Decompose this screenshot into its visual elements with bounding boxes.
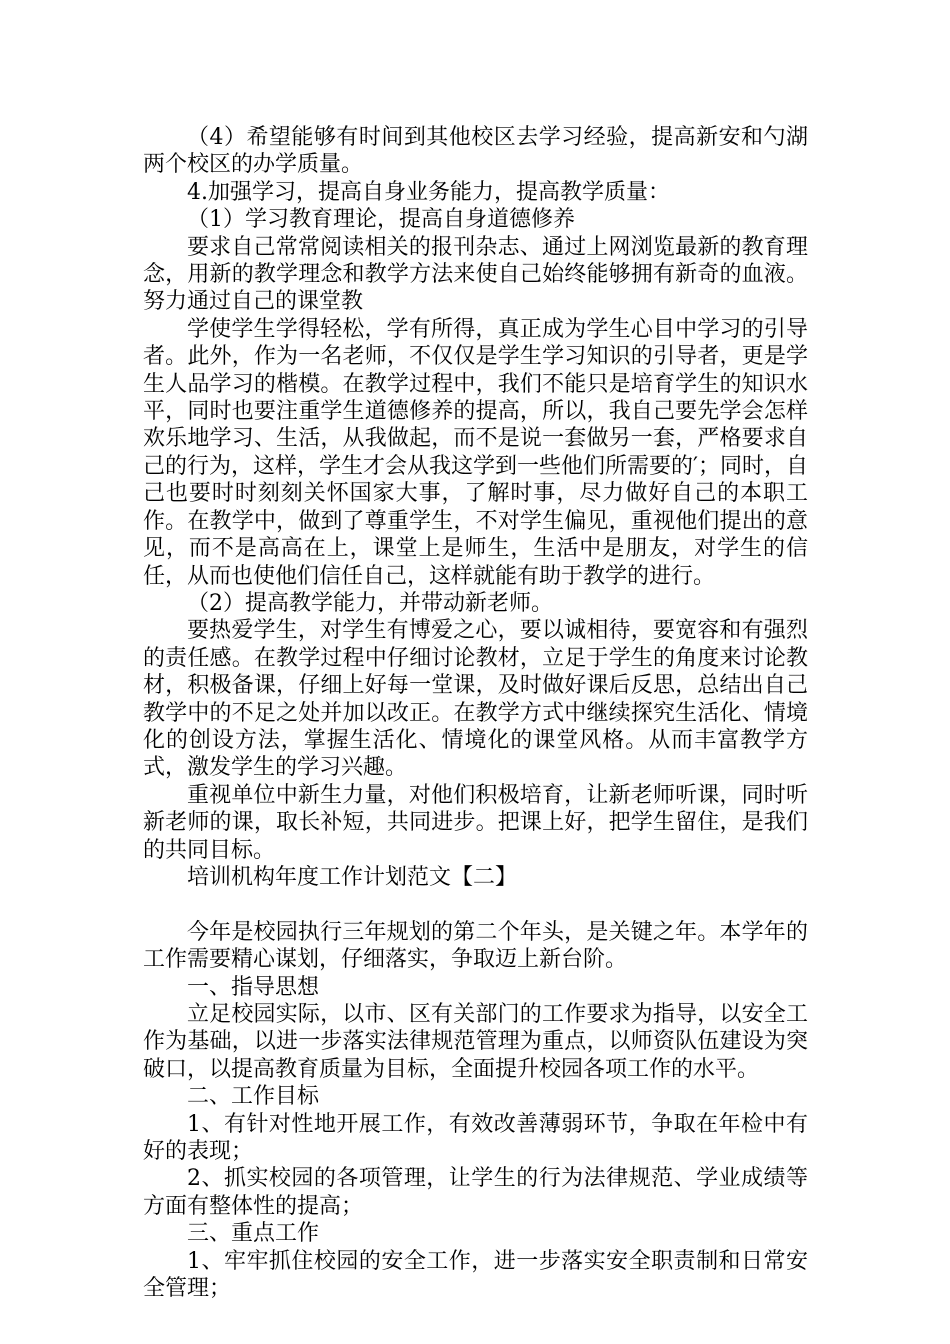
paragraph-teaching-ability-heading: （2）提高教学能力，并带动新老师。	[187, 590, 553, 616]
heading-key-work: 三、重点工作	[187, 1221, 320, 1247]
paragraph-love-students: 要热爱学生，对学生有博爱之心，要以诚相待，要宽容和有强烈的责任感。在教学过程中仔细讨论教材，立足于学生的角度来讨论教材，积极备课，仔细上好每一堂课，及时做好课后反思，总结出自己教学中的不足之处并加以改正。在教学方式中继续探究生活化、情境化的创设方法，掌握生活化、情境化的课堂风格。从而丰富教学方式，激发学生的学习兴趣。	[143, 618, 808, 781]
paragraph-goal-2: 2、抓实校园的各项管理，让学生的行为法律规范、学业成绩等方面有整体性的提高；	[143, 1166, 808, 1219]
paragraph-guide-students: 学使学生学得轻松，学有所得，真正成为学生心目中学习的引导者。此外，作为一名老师，不仅仅是学生学习知识的引导者，更是学生人品学习的楷模。在教学过程中，我们不能只是培育学生的知识水平，同时也要注重学生道德修养的提高，所以，我自己要先学会怎样欢乐地学习、生活，从我做起，而不是说一套做另一套，严格要求自己的行为，这样，学生才会从我这学到一些他们所需要的′；同时，自己也要时时刻刻关怀国家大事，了解时事，尽力做好自己的本职工作。在教学中，做到了尊重学生，不对学生偏见，重视他们提出的意见，而不是高高在上，课堂上是师生，生活中是朋友，对学生的信任，从而也使他们信任自己，这样就能有助于教学的进行。	[143, 316, 808, 589]
paragraph-key-work-1: 1、牢牢抓住校园的安全工作，进一步落实安全职责制和日常安全管理；	[143, 1248, 808, 1302]
heading-work-goals: 二、工作目标	[187, 1084, 320, 1110]
heading-guiding-ideology: 一、指导思想	[187, 974, 320, 1000]
paragraph-strengthen-learning: 4.加强学习，提高自身业务能力，提高教学质量：	[187, 179, 670, 205]
paragraph-goal-1: 1、有针对性地开展工作，有效改善薄弱环节，争取在年检中有好的表现；	[143, 1111, 808, 1165]
paragraph-hope-visit-other-campus: （4）希望能够有时间到其他校区去学习经验，提高新安和勺湖两个校区的办学质量。	[143, 125, 808, 178]
paragraph-read-journals: 要求自己常常阅读相关的报刊杂志、通过上网浏览最新的教育理念，用新的教学理念和教学方法来使自己始终能够拥有新奇的血液。努力通过自己的课堂教	[143, 234, 808, 315]
document-body	[143, 124, 808, 1302]
blank-line	[143, 891, 808, 918]
paragraph-guiding-ideology: 立足校园实际，以市、区有关部门的工作要求为指导，以安全工作为基础，以进一步落实法律规范管理为重点，以师资队伍建设为突破口，以提高教育质量为目标，全面提升校园各项工作的水平。	[143, 1001, 808, 1082]
paragraph-new-teachers: 重视单位中新生力量，对他们积极培育，让新老师听课，同时听新老师的课，取长补短，共同进步。把课上好，把学生留住，是我们的共同目标。	[143, 782, 808, 863]
paragraph-study-theory-heading: （1）学习教育理论，提高自身道德修养	[187, 207, 575, 233]
section-title-plan-two: 培训机构年度工作计划范文【二】	[187, 864, 518, 890]
paragraph-year-intro: 今年是校园执行三年规划的第二个年头，是关键之年。本学年的工作需要精心谋划，仔细落实，争取迈上新台阶。	[143, 919, 808, 973]
